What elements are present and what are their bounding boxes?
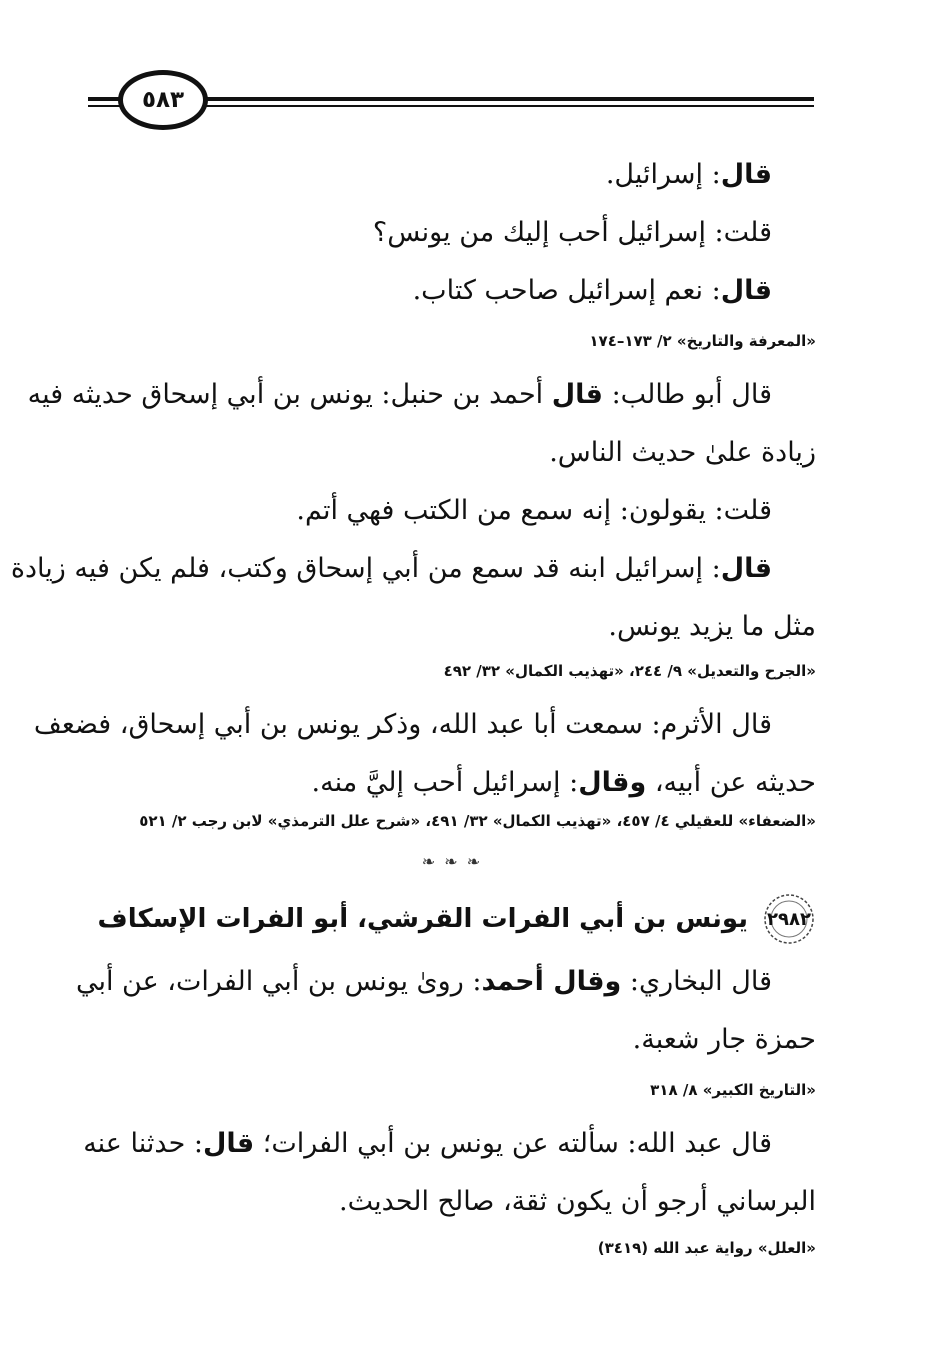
line-text: قال البخاري:: [621, 966, 772, 997]
source-reference: «العلل» رواية عبد الله (٣٤١٩): [597, 1239, 816, 1257]
paragraph-line: [75, 953, 816, 1011]
dialogue-line: [88, 204, 816, 262]
paragraph-line: زيادة علىٰ حديث الناس.: [549, 437, 816, 468]
dialogue-line: [88, 146, 816, 204]
speaker-label: وقال: [578, 767, 647, 798]
speaker-label: قال: [202, 1128, 255, 1159]
line-text: قال عبد الله: سألته عن يونس بن أبي الفرات؛: [254, 1128, 772, 1159]
paragraph-line: حمزة جار شعبة.: [632, 1024, 816, 1055]
entry-title: يونس بن أبي الفرات القرشي، أبو الفرات الإسكاف: [97, 904, 748, 934]
line-text: : إسرائيل أحب إليَّ منه.: [311, 767, 579, 798]
line-text: : إسرائيل أحب إليك من يونس؟: [372, 217, 724, 248]
source-reference: «الضعفاء» للعقيلي ٤/ ٤٥٧، «تهذيب الكمال» ٣٢/ ٤٩١، «شرح علل الترمذي» لابن رجب ٢/ ٥٢١: [139, 812, 816, 830]
page-number: ٥٨٣: [118, 70, 208, 130]
line-text: : يقولون: إنه سمع من الكتب فهي أتم.: [296, 495, 724, 526]
source-reference: «المعرفة والتاريخ» ٢/ ١٧٣–١٧٤: [589, 332, 816, 350]
paragraph-line: [10, 540, 816, 598]
line-text: حديثه عن أبيه،: [646, 767, 816, 798]
paragraph-line: البرساني أرجو أن يكون ثقة، صالح الحديث.: [339, 1186, 816, 1217]
dialogue-line: [88, 482, 816, 540]
paragraph-line: [83, 1115, 816, 1173]
dialogue-line: [88, 262, 816, 320]
page-body: [10, 150, 816, 1257]
speaker-label: وقال أحمد: [481, 966, 622, 997]
paragraph-line: [27, 366, 816, 424]
line-text: : إسرائيل.: [605, 159, 721, 190]
speaker-label: قال: [720, 159, 772, 190]
source-reference: «التاريخ الكبير» ٨/ ٣١٨: [650, 1081, 816, 1099]
speaker-label: قلت: [723, 495, 772, 526]
paragraph-line: مثل ما يزيد يونس.: [608, 611, 816, 642]
entry-heading: [88, 889, 816, 949]
speaker-label: قال: [720, 553, 772, 584]
paragraph-line: قال الأثرم: سمعت أبا عبد الله، وذكر يونس بن أبي إسحاق، فضعف: [33, 709, 772, 740]
line-text: أحمد بن حنبل: يونس بن أبي إسحاق حديثه فيه: [27, 379, 552, 410]
speaker-label: قلت: [723, 217, 772, 248]
page-header: [88, 70, 814, 134]
paragraph-line: [88, 754, 816, 812]
speaker-label: قال: [720, 275, 772, 306]
line-text: : نعم إسرائيل صاحب كتاب.: [412, 275, 721, 306]
entry-number-badge: [762, 892, 816, 946]
entry-number: ٢٩٨٢: [767, 908, 811, 930]
line-text: : روىٰ يونس بن أبي الفرات، عن أبي: [75, 966, 482, 997]
section-ornament: ❧ ❧ ❧: [421, 852, 483, 871]
line-text: : حدثنا عنه: [83, 1128, 203, 1159]
speaker-label: قال: [551, 379, 603, 410]
line-text: قال أبو طالب:: [602, 379, 772, 410]
line-text: : إسرائيل ابنه قد سمع من أبي إسحاق وكتب، فلم يكن فيه زيادة: [10, 553, 721, 584]
source-reference: «الجرح والتعديل» ٩/ ٢٤٤، «تهذيب الكمال» ٣٢/ ٤٩٢: [443, 662, 816, 680]
